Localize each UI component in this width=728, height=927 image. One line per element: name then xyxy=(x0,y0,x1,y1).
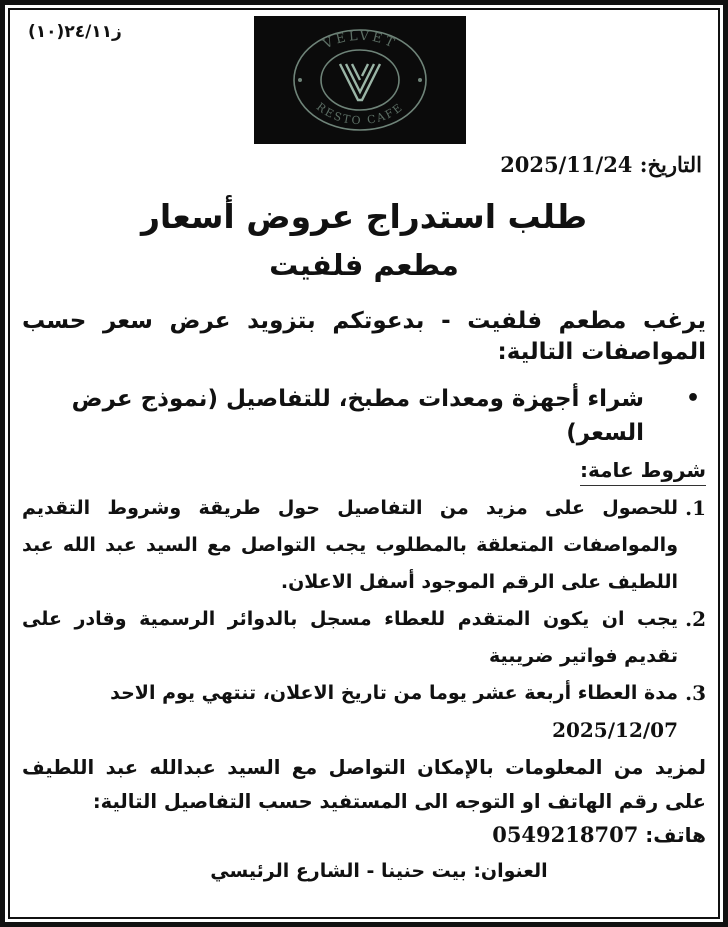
velvet-resto-cafe-logo xyxy=(254,16,466,144)
bullet-item xyxy=(22,382,706,450)
restaurant-name: مطعم فلفيت xyxy=(269,248,459,282)
bullet-icon: • xyxy=(685,386,700,411)
phone-line xyxy=(22,819,706,851)
condition-number: 1. xyxy=(685,496,706,520)
more-info-paragraph: لمزيد من المعلومات بالإمكان التواصل مع السيد عبدالله عبد اللطيف على رقم الهاتف او التوجه الى المستفيد حسب التفاصيل التالية: xyxy=(22,756,706,813)
date-value: 2025/11/24 xyxy=(500,152,633,177)
svg-text:VELVET: VELVET xyxy=(321,28,400,53)
date-label: التاريخ: xyxy=(639,152,702,177)
conditions-heading: شروط عامة: xyxy=(580,456,706,486)
condition-text-wrapper xyxy=(22,675,678,749)
condition-item xyxy=(22,601,706,675)
logo-emblem-icon xyxy=(254,16,466,144)
address-line xyxy=(22,853,706,889)
condition-text: للحصول على مزيد من التفاصيل حول طريقة وشروط التقديم والمواصفات المتعلقة بالمطلوب يجب التواصل مع السيد عبد الله عبد اللطيف على الرقم الموجود أسفل الاعلان. xyxy=(22,497,678,593)
svg-text:RESTO CAFE: RESTO CAFE xyxy=(313,100,407,128)
bullet-text: شراء أجهزة ومعدات مطبخ، للتفاصيل (نموذج عرض السعر) xyxy=(71,386,644,446)
advertisement-content xyxy=(22,148,706,889)
address-label: العنوان: xyxy=(473,860,548,882)
phone-number: 0549218707 xyxy=(492,822,639,847)
reference-code: ز٢٤/١١(١٠) xyxy=(28,22,122,42)
phone-label: هاتف: xyxy=(645,823,706,847)
conditions-list xyxy=(22,490,706,749)
address-value: بيت حنينا - الشارع الرئيسي xyxy=(210,860,467,882)
condition-number: 2. xyxy=(685,607,706,631)
intro-paragraph: يرغب مطعم فلفيت - بدعوتكم بتزويد عرض سعر حسب المواصفات التالية: xyxy=(22,308,706,365)
condition-text: يجب ان يكون المتقدم للعطاء مسجل بالدوائر الرسمية وقادر على تقديم فواتير ضريبية xyxy=(22,608,678,667)
date-line xyxy=(22,148,702,182)
condition-item xyxy=(22,490,706,601)
condition-item xyxy=(22,675,706,749)
condition-text: مدة العطاء أربعة عشر يوما من تاريخ الاعلان، تنتهي يوم الاحد xyxy=(110,682,678,704)
condition-number: 3. xyxy=(685,681,706,705)
deadline-date: 2025/12/07 xyxy=(552,718,678,742)
page-title: طلب استدراج عروض أسعار xyxy=(140,197,588,236)
